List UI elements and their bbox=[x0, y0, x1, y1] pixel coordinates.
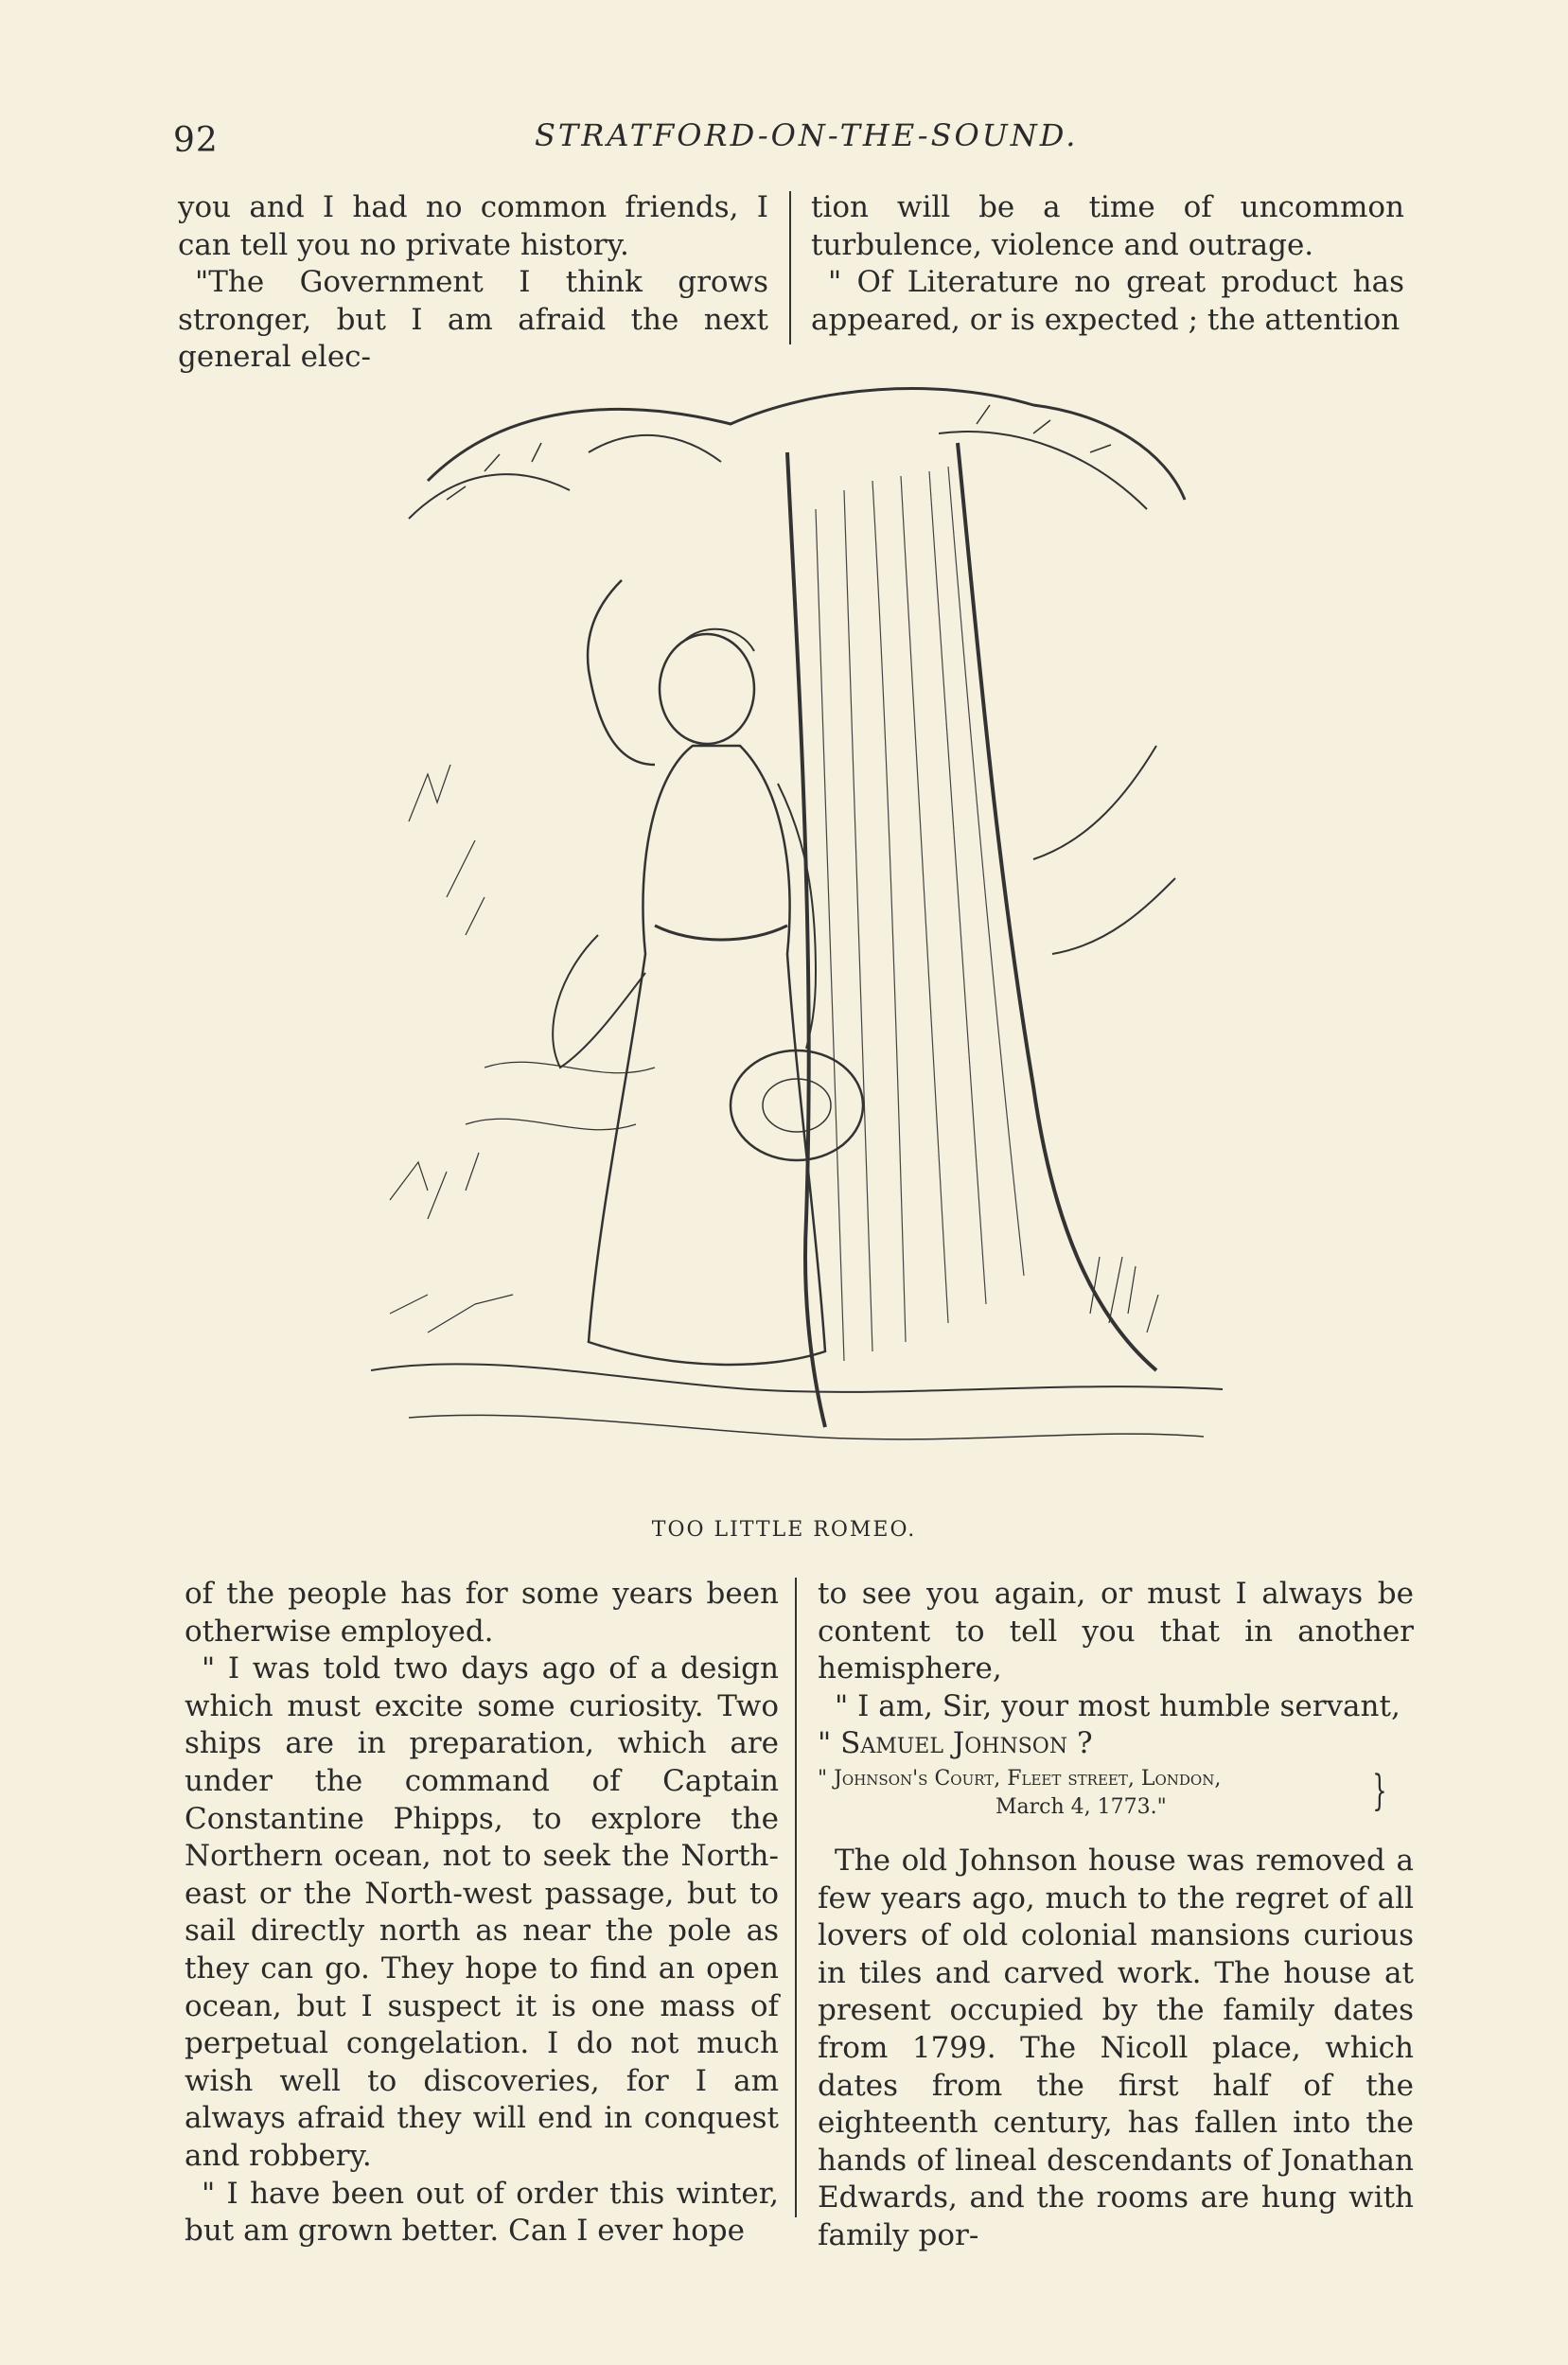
paragraph: " I have been out of order this winter, but am grown better. Can I ever hope bbox=[185, 2176, 779, 2249]
letter-closing: " I am, Sir, your most humble servant, bbox=[835, 1688, 1401, 1723]
paragraph: you and I had no common friends, I can tell you no private history. bbox=[178, 190, 768, 262]
top-left-column bbox=[178, 189, 768, 377]
page-number: 92 bbox=[173, 121, 219, 160]
paragraph: " I was told two days ago of a design which must excite some curiosity. Two ships are in preparation, which are under the command of Captain Constantine Phipps, to explore the Northern ocean, not to seek the North-east or the North-west passage, but to sail directly north as near the pole as they can go. They hope to find an open ocean, but I suspect it is one mass of perpetual congelation. I do not much wish well to discoveries, for I am always afraid they will end in conquest and robbery. bbox=[185, 1651, 779, 2173]
brace-glyph: } bbox=[1372, 1766, 1387, 1815]
bottom-left-column bbox=[185, 1576, 779, 2250]
paragraph: "The Government I think grows stronger, but I am afraid the next general elec- bbox=[178, 265, 768, 375]
paragraph: " Of Literature no great product has appeared, or is expected ; the attention bbox=[811, 265, 1404, 337]
address-line: " Johnson's Court, Fleet street, London, bbox=[818, 1766, 1222, 1791]
column-divider bbox=[795, 1578, 797, 2217]
paragraph: to see you again, or must I always be content to tell you that in another hemisphere, bbox=[818, 1577, 1414, 1686]
top-right-column bbox=[811, 189, 1404, 339]
engraving-illustration bbox=[371, 367, 1242, 1512]
bottom-right-column bbox=[818, 1576, 1414, 2255]
running-title: STRATFORD-ON-THE-SOUND. bbox=[535, 117, 1079, 153]
illustration-caption: TOO LITTLE ROMEO. bbox=[651, 1518, 917, 1542]
letter-signature: " Samuel Johnson ? bbox=[818, 1726, 1093, 1761]
paragraph: The old Johnson house was removed a few years ago, much to the regret of all lovers of old colonial mansions curious in tiles and carved work. The house at present occupied by the family dates from 1799. The Nicoll place, which dates from the first half of the eighteenth century, has fallen into the hands of lineal descendants of Jonathan Edwards, and the rooms are hung with family por- bbox=[818, 1843, 1414, 2252]
paragraph: of the people has for some years been otherwise employed. bbox=[185, 1577, 779, 1649]
paragraph: tion will be a time of uncommon turbulence, violence and outrage. bbox=[811, 190, 1404, 262]
column-divider bbox=[789, 191, 791, 344]
letter-address bbox=[818, 1765, 1414, 1822]
date-line: March 4, 1773." bbox=[995, 1794, 1167, 1819]
